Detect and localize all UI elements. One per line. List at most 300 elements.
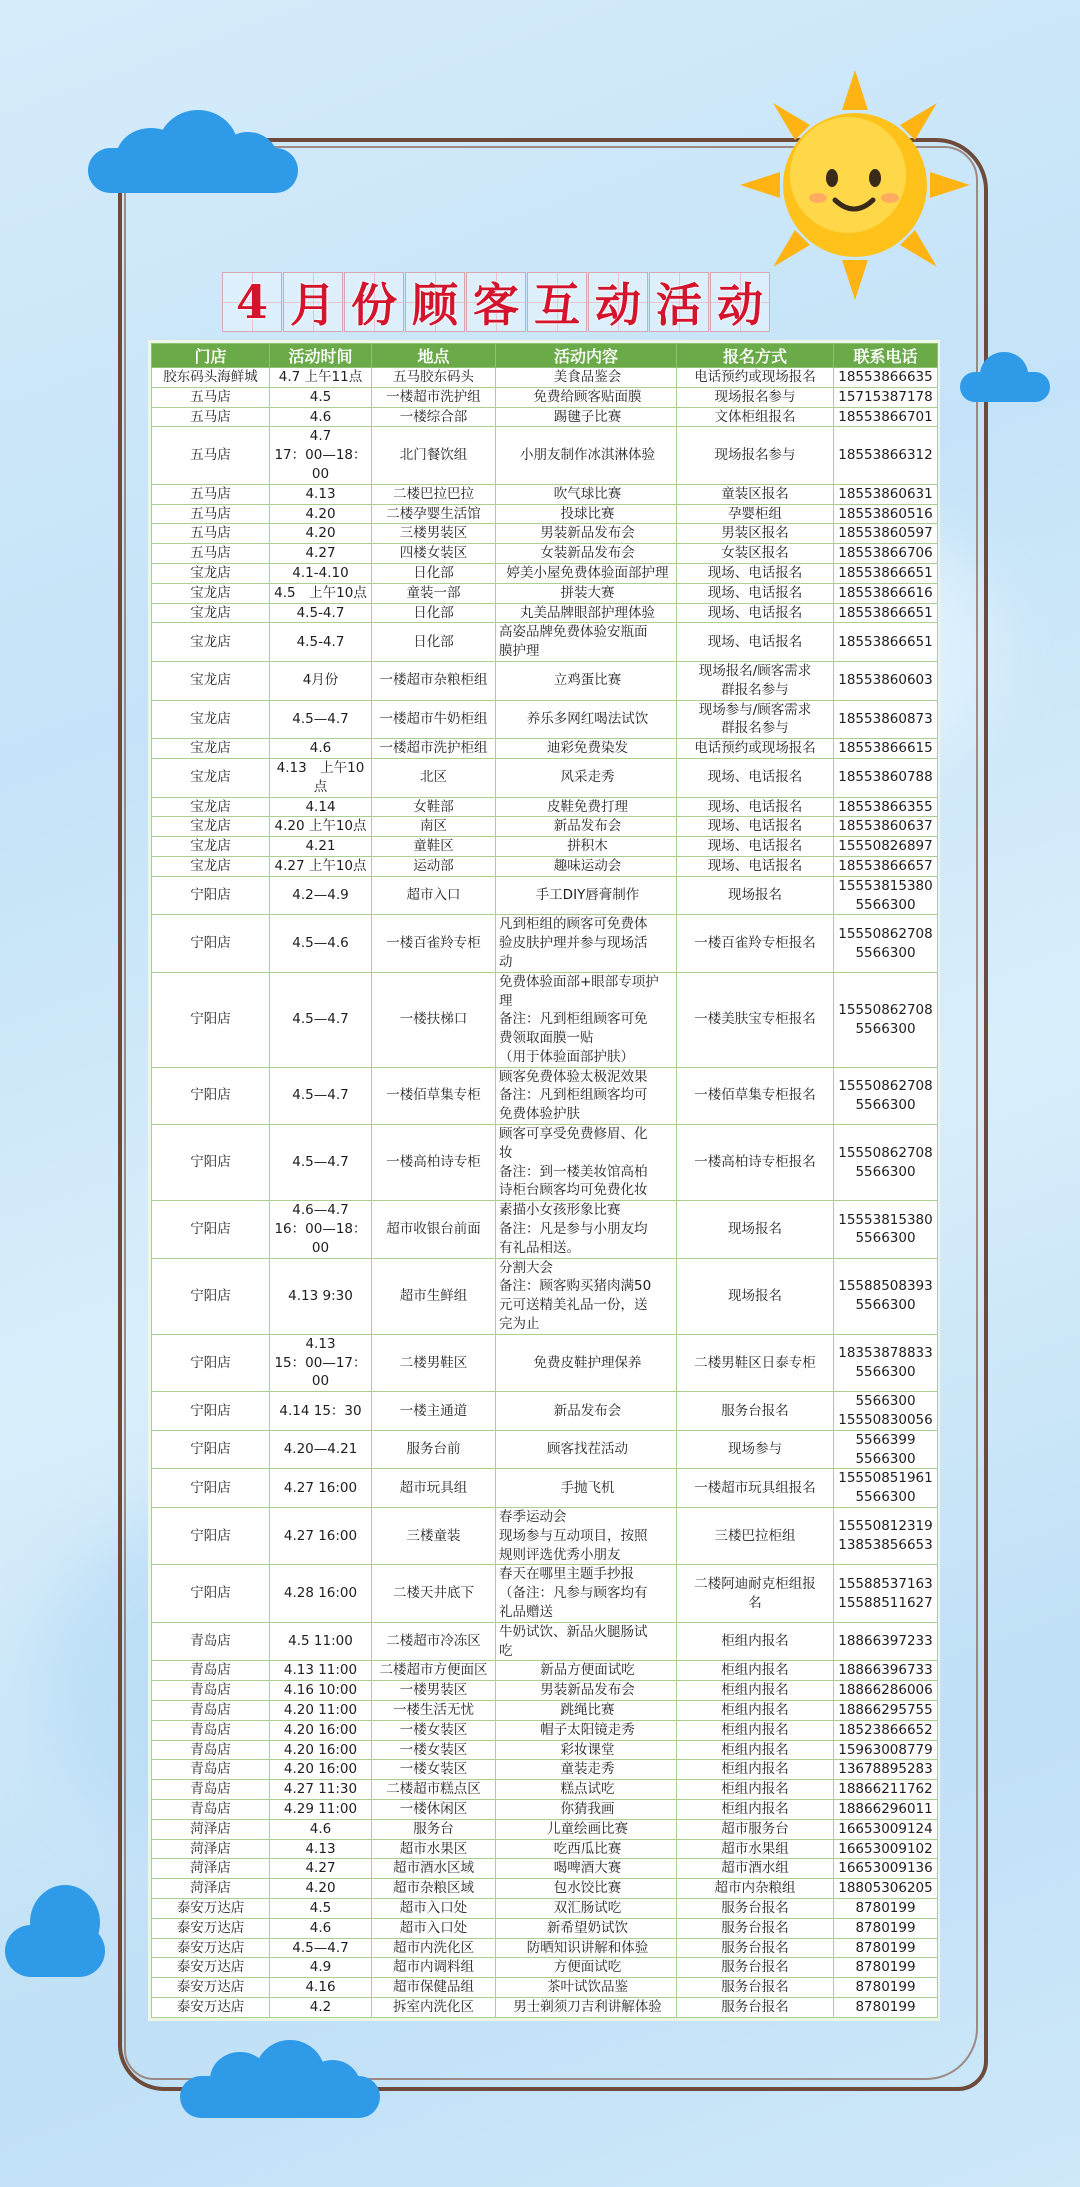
cell-signup: 女装区报名: [677, 544, 834, 564]
cell-signup: 服务台报名: [677, 1918, 834, 1938]
table-row: [152, 1760, 938, 1780]
cell-signup: 童装区报名: [677, 484, 834, 504]
cell-location: 一楼综合部: [372, 407, 496, 427]
table-row: [152, 1700, 938, 1720]
table-row: [152, 1740, 938, 1760]
cell-signup: 现场、电话报名: [677, 856, 834, 876]
cell-phone: 16653009102: [834, 1839, 938, 1859]
table-row: [152, 1125, 938, 1201]
cell-store: 青岛店: [152, 1780, 270, 1800]
table-row: [152, 1430, 938, 1469]
cell-location: 一楼超市牛奶柜组: [372, 700, 496, 739]
cell-content: 分割大会 备注：顾客购买猪肉满50 元可送精美礼品一份，送 完为止: [496, 1258, 677, 1334]
cell-time: 4.29 11:00: [270, 1799, 372, 1819]
column-header-time: 活动时间: [270, 344, 372, 368]
table-row: [152, 1508, 938, 1565]
table-row: [152, 1681, 938, 1701]
cell-location: 四楼女装区: [372, 544, 496, 564]
cell-phone: 18553866701: [834, 407, 938, 427]
cell-store: 宁阳店: [152, 1392, 270, 1431]
table-row: [152, 1978, 938, 1998]
cell-phone: 18866396733: [834, 1661, 938, 1681]
table-row: [152, 1067, 938, 1124]
cell-store: 菏泽店: [152, 1879, 270, 1899]
cell-phone: 8780199: [834, 1918, 938, 1938]
cell-phone: 18805306205: [834, 1879, 938, 1899]
cell-location: 三楼男装区: [372, 524, 496, 544]
title-character: 客: [466, 272, 526, 332]
cell-signup: 柜组内报名: [677, 1799, 834, 1819]
cell-phone: 18866295755: [834, 1700, 938, 1720]
cell-store: 宝龙店: [152, 661, 270, 700]
title-character: 动: [710, 272, 770, 332]
cell-signup: 电话预约或现场报名: [677, 368, 834, 388]
cell-phone: 18553860637: [834, 817, 938, 837]
activity-table: [151, 343, 938, 2018]
cell-location: 一楼生活无忧: [372, 1700, 496, 1720]
activity-table-container: [151, 343, 937, 2018]
cell-location: 日化部: [372, 563, 496, 583]
title-character: 活: [649, 272, 709, 332]
cell-location: 日化部: [372, 603, 496, 623]
cell-phone: 8780199: [834, 1997, 938, 2017]
column-header-content: 活动内容: [496, 344, 677, 368]
table-row: [152, 1258, 938, 1334]
cell-location: 服务台前: [372, 1430, 496, 1469]
cell-phone: 18553866651: [834, 603, 938, 623]
cell-location: 一楼休闲区: [372, 1799, 496, 1819]
cell-store: 泰安万达店: [152, 1938, 270, 1958]
cell-store: 青岛店: [152, 1740, 270, 1760]
cell-signup: 柜组内报名: [677, 1740, 834, 1760]
cell-phone: 18553866615: [834, 739, 938, 759]
table-row: [152, 856, 938, 876]
cell-signup: 服务台报名: [677, 1898, 834, 1918]
column-header-location: 地点: [372, 344, 496, 368]
cell-location: 日化部: [372, 623, 496, 662]
cell-signup: 电话预约或现场报名: [677, 739, 834, 759]
cell-signup: 二楼阿迪耐克柜组报 名: [677, 1565, 834, 1622]
cell-content: 拼装大赛: [496, 583, 677, 603]
cell-phone: 5566300 15550830056: [834, 1392, 938, 1431]
cell-signup: 现场报名参与: [677, 427, 834, 484]
table-row: [152, 563, 938, 583]
cell-time: 4.16: [270, 1978, 372, 1998]
cell-signup: 超市水果组: [677, 1839, 834, 1859]
cell-content: 小朋友制作冰淇淋体验: [496, 427, 677, 484]
cell-location: 一楼超市杂粮柜组: [372, 661, 496, 700]
table-row: [152, 1720, 938, 1740]
cell-store: 五马店: [152, 407, 270, 427]
cell-location: 一楼佰草集专柜: [372, 1067, 496, 1124]
cell-store: 五马店: [152, 544, 270, 564]
cell-phone: 18553866312: [834, 427, 938, 484]
cell-store: 泰安万达店: [152, 1997, 270, 2017]
cell-location: 一楼男装区: [372, 1681, 496, 1701]
cell-location: 超市内洗化区: [372, 1938, 496, 1958]
cell-store: 五马店: [152, 504, 270, 524]
table-row: [152, 484, 938, 504]
cell-content: 立鸡蛋比赛: [496, 661, 677, 700]
table-row: [152, 1334, 938, 1391]
cell-time: 4.9: [270, 1958, 372, 1978]
cell-store: 青岛店: [152, 1661, 270, 1681]
cell-location: 超市收银台前面: [372, 1201, 496, 1258]
cell-location: 超市入口处: [372, 1898, 496, 1918]
cell-time: 4.16 10:00: [270, 1681, 372, 1701]
cell-time: 4.20 上午10点: [270, 817, 372, 837]
cloud-icon: [180, 2040, 380, 2120]
table-row: [152, 876, 938, 915]
cell-content: 拼积木: [496, 837, 677, 857]
cell-content: 双汇肠试吃: [496, 1898, 677, 1918]
cell-content: 彩妆课堂: [496, 1740, 677, 1760]
cell-phone: 15588508393 5566300: [834, 1258, 938, 1334]
cell-signup: 柜组内报名: [677, 1700, 834, 1720]
cell-store: 泰安万达店: [152, 1898, 270, 1918]
cell-time: 4.27: [270, 544, 372, 564]
cell-store: 宝龙店: [152, 837, 270, 857]
cell-location: 二楼孕婴生活馆: [372, 504, 496, 524]
table-row: [152, 544, 938, 564]
title-character: 份: [344, 272, 404, 332]
cell-content: 新希望奶试饮: [496, 1918, 677, 1938]
cell-content: 包水饺比赛: [496, 1879, 677, 1899]
cell-signup: 现场、电话报名: [677, 797, 834, 817]
cell-location: 服务台: [372, 1819, 496, 1839]
cell-location: 二楼男鞋区: [372, 1334, 496, 1391]
cell-content: 皮鞋免费打理: [496, 797, 677, 817]
cell-location: 一楼超市洗护组: [372, 387, 496, 407]
cell-content: 踢毽子比赛: [496, 407, 677, 427]
table-row: [152, 407, 938, 427]
column-header-phone: 联系电话: [834, 344, 938, 368]
cell-content: 女装新品发布会: [496, 544, 677, 564]
cell-phone: 18553866651: [834, 563, 938, 583]
cell-time: 4.20: [270, 504, 372, 524]
cell-signup: 现场、电话报名: [677, 817, 834, 837]
cell-store: 菏泽店: [152, 1819, 270, 1839]
table-row: [152, 387, 938, 407]
cell-store: 宁阳店: [152, 972, 270, 1067]
cell-time: 4.27 上午10点: [270, 856, 372, 876]
cell-phone: 18553866657: [834, 856, 938, 876]
cell-time: 4.5 上午10点: [270, 583, 372, 603]
cell-store: 泰安万达店: [152, 1918, 270, 1938]
cell-phone: 16653009124: [834, 1819, 938, 1839]
cell-signup: 一楼高柏诗专柜报名: [677, 1125, 834, 1201]
cell-signup: 孕婴柜组: [677, 504, 834, 524]
cell-time: 4.13: [270, 1839, 372, 1859]
table-row: [152, 1879, 938, 1899]
cell-content: 糕点试吃: [496, 1780, 677, 1800]
cell-store: 青岛店: [152, 1622, 270, 1661]
cell-phone: 18866296011: [834, 1799, 938, 1819]
cell-time: 4.13: [270, 484, 372, 504]
cell-location: 超市生鲜组: [372, 1258, 496, 1334]
cell-store: 宁阳店: [152, 1201, 270, 1258]
table-row: [152, 1839, 938, 1859]
cell-location: 五马胶东码头: [372, 368, 496, 388]
cell-phone: 15550862708 5566300: [834, 915, 938, 972]
cell-content: 素描小女孩形象比赛 备注：凡是参与小朋友均 有礼品相送。: [496, 1201, 677, 1258]
cell-time: 4.6: [270, 1918, 372, 1938]
cell-content: 吃西瓜比赛: [496, 1839, 677, 1859]
cell-store: 宝龙店: [152, 758, 270, 797]
cell-location: 二楼超市方便面区: [372, 1661, 496, 1681]
cell-store: 宁阳店: [152, 1258, 270, 1334]
cell-phone: 5566399 5566300: [834, 1430, 938, 1469]
cell-phone: 15553815380 5566300: [834, 1201, 938, 1258]
cell-location: 童鞋区: [372, 837, 496, 857]
cell-content: 趣味运动会: [496, 856, 677, 876]
cell-time: 4.20—4.21: [270, 1430, 372, 1469]
cell-store: 五马店: [152, 484, 270, 504]
cell-content: 童装走秀: [496, 1760, 677, 1780]
cell-location: 超市杂粮区域: [372, 1879, 496, 1899]
cell-content: 投球比赛: [496, 504, 677, 524]
cell-phone: 8780199: [834, 1958, 938, 1978]
cell-signup: 一楼超市玩具组报名: [677, 1469, 834, 1508]
cell-content: 手抛飞机: [496, 1469, 677, 1508]
table-row: [152, 623, 938, 662]
cell-content: 防晒知识讲解和体验: [496, 1938, 677, 1958]
cell-phone: 15550812319 13853856653: [834, 1508, 938, 1565]
cell-signup: 服务台报名: [677, 1997, 834, 2017]
cloud-icon: [960, 352, 1050, 404]
cell-content: 儿童绘画比赛: [496, 1819, 677, 1839]
sun-icon: [740, 70, 970, 300]
cell-time: 4.14: [270, 797, 372, 817]
cell-signup: 超市酒水组: [677, 1859, 834, 1879]
cell-phone: 15715387178: [834, 387, 938, 407]
cell-phone: 15550826897: [834, 837, 938, 857]
cell-signup: 现场参与: [677, 1430, 834, 1469]
cell-signup: 现场、电话报名: [677, 603, 834, 623]
table-row: [152, 915, 938, 972]
table-row: [152, 1201, 938, 1258]
cell-time: 4.7 17：00—18： 00: [270, 427, 372, 484]
cell-phone: 18553860788: [834, 758, 938, 797]
cell-phone: 15550851961 5566300: [834, 1469, 938, 1508]
cell-store: 青岛店: [152, 1681, 270, 1701]
cell-phone: 18553860603: [834, 661, 938, 700]
cell-time: 4.5—4.7: [270, 1125, 372, 1201]
cell-time: 4.6: [270, 407, 372, 427]
cell-phone: 15550862708 5566300: [834, 1125, 938, 1201]
title-character: 顾: [405, 272, 465, 332]
cell-signup: 柜组内报名: [677, 1681, 834, 1701]
cell-store: 青岛店: [152, 1760, 270, 1780]
cell-store: 宝龙店: [152, 817, 270, 837]
cell-time: 4.20: [270, 524, 372, 544]
table-row: [152, 1622, 938, 1661]
cell-time: 4.27: [270, 1859, 372, 1879]
cell-location: 童装一部: [372, 583, 496, 603]
cell-content: 跳绳比赛: [496, 1700, 677, 1720]
cell-content: 顾客找茬活动: [496, 1430, 677, 1469]
cell-phone: 18866211762: [834, 1780, 938, 1800]
cell-location: 超市入口: [372, 876, 496, 915]
cell-time: 4.6—4.7 16：00—18： 00: [270, 1201, 372, 1258]
cell-location: 一楼超市洗护柜组: [372, 739, 496, 759]
cell-signup: 现场报名: [677, 1201, 834, 1258]
cell-location: 超市入口处: [372, 1918, 496, 1938]
cell-store: 青岛店: [152, 1799, 270, 1819]
table-row: [152, 583, 938, 603]
title-character: 互: [527, 272, 587, 332]
table-row: [152, 1898, 938, 1918]
cell-signup: 现场报名/顾客需求 群报名参与: [677, 661, 834, 700]
cell-store: 宝龙店: [152, 563, 270, 583]
cell-signup: 服务台报名: [677, 1978, 834, 1998]
table-header-row: [152, 344, 938, 368]
cell-location: 拆室内洗化区: [372, 1997, 496, 2017]
cell-signup: 柜组内报名: [677, 1760, 834, 1780]
table-row: [152, 1938, 938, 1958]
cell-location: 二楼超市冷冻区: [372, 1622, 496, 1661]
cell-signup: 男装区报名: [677, 524, 834, 544]
cell-phone: 18553866635: [834, 368, 938, 388]
cell-store: 宁阳店: [152, 915, 270, 972]
table-row: [152, 1918, 938, 1938]
cell-time: 4.6: [270, 1819, 372, 1839]
cell-time: 4.5—4.6: [270, 915, 372, 972]
table-row: [152, 603, 938, 623]
cell-signup: 超市服务台: [677, 1819, 834, 1839]
cell-content: 新品方便面试吃: [496, 1661, 677, 1681]
table-row: [152, 368, 938, 388]
cell-signup: 现场报名参与: [677, 387, 834, 407]
cell-content: 顾客可享受免费修眉、化 妆 备注：到一楼美妆馆高柏 诗柜台顾客均可免费化妆: [496, 1125, 677, 1201]
table-row: [152, 1392, 938, 1431]
table-row: [152, 1661, 938, 1681]
cell-content: 美食品鉴会: [496, 368, 677, 388]
cell-location: 女鞋部: [372, 797, 496, 817]
cell-time: 4.5-4.7: [270, 603, 372, 623]
cell-content: 迪彩免费染发: [496, 739, 677, 759]
cell-signup: 现场报名: [677, 876, 834, 915]
table-row: [152, 972, 938, 1067]
cell-signup: 柜组内报名: [677, 1780, 834, 1800]
cell-location: 一楼女装区: [372, 1740, 496, 1760]
cell-time: 4.13 上午10点: [270, 758, 372, 797]
cell-location: 三楼童装: [372, 1508, 496, 1565]
cell-content: 顾客免费体验太极泥效果 备注：凡到柜组顾客均可 免费体验护肤: [496, 1067, 677, 1124]
column-header-signup: 报名方式: [677, 344, 834, 368]
cell-store: 宁阳店: [152, 1334, 270, 1391]
cell-phone: 18523866652: [834, 1720, 938, 1740]
cell-content: 牛奶试饮、新品火腿肠试 吃: [496, 1622, 677, 1661]
cell-store: 泰安万达店: [152, 1958, 270, 1978]
cell-phone: 18553866706: [834, 544, 938, 564]
cell-phone: 13678895283: [834, 1760, 938, 1780]
table-row: [152, 739, 938, 759]
cell-time: 4.5—4.7: [270, 972, 372, 1067]
cell-store: 菏泽店: [152, 1859, 270, 1879]
cell-phone: 16653009136: [834, 1859, 938, 1879]
cell-content: 男士剃须刀吉利讲解体验: [496, 1997, 677, 2017]
cell-phone: 15550862708 5566300: [834, 1067, 938, 1124]
cell-time: 4.13 11:00: [270, 1661, 372, 1681]
cell-store: 宁阳店: [152, 1067, 270, 1124]
cell-content: 新品发布会: [496, 1392, 677, 1431]
cell-content: 茶叶试饮品鉴: [496, 1978, 677, 1998]
cell-location: 一楼百雀羚专柜: [372, 915, 496, 972]
cell-content: 高姿品牌免费体验安瓶面 膜护理: [496, 623, 677, 662]
cell-location: 二楼天井底下: [372, 1565, 496, 1622]
cell-location: 一楼主通道: [372, 1392, 496, 1431]
cell-store: 宁阳店: [152, 1125, 270, 1201]
table-row: [152, 758, 938, 797]
cell-content: 喝啤酒大赛: [496, 1859, 677, 1879]
cell-store: 宁阳店: [152, 1430, 270, 1469]
cell-content: 帽子太阳镜走秀: [496, 1720, 677, 1740]
cell-time: 4.20 16:00: [270, 1740, 372, 1760]
cell-content: 手工DIY唇膏制作: [496, 876, 677, 915]
cell-signup: 现场、电话报名: [677, 563, 834, 583]
cell-store: 五马店: [152, 387, 270, 407]
cell-store: 宝龙店: [152, 856, 270, 876]
cell-store: 宝龙店: [152, 700, 270, 739]
cell-time: 4.2—4.9: [270, 876, 372, 915]
cell-location: 南区: [372, 817, 496, 837]
title-character: 月: [283, 272, 343, 332]
cell-content: 丸美品牌眼部护理体验: [496, 603, 677, 623]
cell-location: 一楼高柏诗专柜: [372, 1125, 496, 1201]
cell-content: 免费给顾客贴面膜: [496, 387, 677, 407]
table-row: [152, 1958, 938, 1978]
cell-signup: 现场参与/顾客需求 群报名参与: [677, 700, 834, 739]
cell-time: 4.2: [270, 1997, 372, 2017]
cell-time: 4.5 11:00: [270, 1622, 372, 1661]
cell-time: 4.21: [270, 837, 372, 857]
cell-signup: 柜组内报名: [677, 1661, 834, 1681]
cell-phone: 8780199: [834, 1978, 938, 1998]
cell-location: 超市玩具组: [372, 1469, 496, 1508]
cell-phone: 15963008779: [834, 1740, 938, 1760]
cell-signup: 柜组内报名: [677, 1720, 834, 1740]
cell-content: 方便面试吃: [496, 1958, 677, 1978]
cell-content: 风采走秀: [496, 758, 677, 797]
cell-phone: 18553866651: [834, 623, 938, 662]
table-row: [152, 504, 938, 524]
cell-time: 4.20 16:00: [270, 1760, 372, 1780]
cell-content: 男装新品发布会: [496, 524, 677, 544]
cell-content: 春天在哪里主题手抄报 （备注：凡参与顾客均有 礼品赠送: [496, 1565, 677, 1622]
cell-content: 你猜我画: [496, 1799, 677, 1819]
cell-time: 4.6: [270, 739, 372, 759]
cell-store: 宁阳店: [152, 876, 270, 915]
cell-signup: 现场报名: [677, 1258, 834, 1334]
cell-time: 4.20 11:00: [270, 1700, 372, 1720]
cell-phone: 15553815380 5566300: [834, 876, 938, 915]
cell-store: 菏泽店: [152, 1839, 270, 1859]
cell-location: 二楼超市糕点区: [372, 1780, 496, 1800]
cell-store: 宝龙店: [152, 603, 270, 623]
cell-time: 4.20 16:00: [270, 1720, 372, 1740]
cell-location: 运动部: [372, 856, 496, 876]
column-header-store: 门店: [152, 344, 270, 368]
cell-time: 4.5—4.7: [270, 1067, 372, 1124]
cell-time: 4.7 上午11点: [270, 368, 372, 388]
cell-store: 青岛店: [152, 1700, 270, 1720]
cloud-icon: [88, 110, 298, 195]
cell-location: 超市保健品组: [372, 1978, 496, 1998]
cell-content: 男装新品发布会: [496, 1681, 677, 1701]
cell-phone: 15588537163 15588511627: [834, 1565, 938, 1622]
cell-store: 宁阳店: [152, 1508, 270, 1565]
